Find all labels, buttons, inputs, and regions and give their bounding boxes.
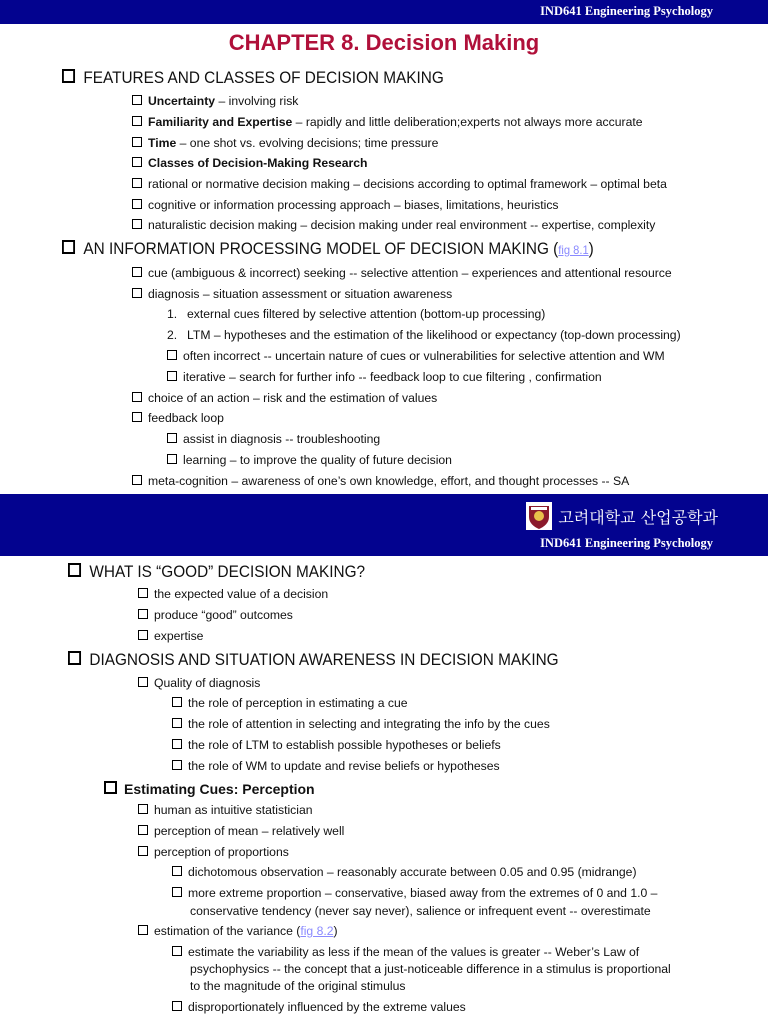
list-item-continuation: to the magnitude of the original stimulus (190, 979, 406, 993)
list-item: the role of attention in selecting and integrating the info by the cues (172, 717, 550, 732)
list-item: Familiarity and Expertise – rapidly and little deliberation;experts not always more accurate (132, 115, 643, 130)
page-title: CHAPTER 8. Decision Making (228, 30, 540, 55)
list-item: human as intuitive statistician (138, 803, 313, 818)
checkbox-bullet-icon (138, 925, 148, 935)
checkbox-bullet-icon (172, 739, 182, 749)
checkbox-bullet-icon (132, 475, 142, 485)
checkbox-bullet-icon (138, 846, 148, 856)
list-item: cue (ambiguous & incorrect) seeking -- selective attention – experiences and attentional resource (132, 266, 672, 281)
fig-8-2-link[interactable]: fig 8.2 (300, 924, 334, 938)
section-heading-model: AN INFORMATION PROCESSING MODEL OF DECISION MAKING (fig 8.1) (62, 239, 594, 260)
list-item: the expected value of a decision (138, 587, 328, 602)
list-item: naturalistic decision making – decision making under real environment -- expertise, complexity (132, 218, 655, 233)
list-item: expertise (138, 629, 203, 644)
checkbox-bullet-icon (104, 781, 117, 794)
checkbox-bullet-icon (132, 392, 142, 402)
checkbox-bullet-icon (138, 609, 148, 619)
korea-university-crest-icon (526, 502, 552, 530)
list-item: the role of perception in estimating a cue (172, 696, 408, 711)
list-item: more extreme proportion – conservative, biased away from the extremes of 0 and 1.0 – (172, 886, 657, 901)
checkbox-bullet-icon (172, 697, 182, 707)
checkbox-bullet-icon (138, 825, 148, 835)
list-item: choice of an action – risk and the estimation of values (132, 391, 437, 406)
fig-8-1-link[interactable]: fig 8.1 (558, 243, 589, 257)
list-item: feedback loop (132, 411, 224, 426)
list-item: produce “good” outcomes (138, 608, 293, 623)
list-item-continuation: psychophysics -- the concept that a just-noticeable difference in a stimulus is proportional (190, 962, 671, 976)
checkbox-bullet-icon (167, 454, 177, 464)
checkbox-bullet-icon (138, 630, 148, 640)
checkbox-bullet-icon (62, 69, 75, 83)
checkbox-bullet-icon (62, 240, 75, 254)
checkbox-bullet-icon (138, 804, 148, 814)
list-item: 1. external cues filtered by selective attention (bottom-up processing) (167, 307, 546, 321)
list-item: meta-cognition – awareness of one’s own knowledge, effort, and thought processes -- SA (132, 474, 629, 489)
subsection-heading-cues: Estimating Cues: Perception (104, 780, 315, 798)
section-heading-good: WHAT IS “GOOD” DECISION MAKING? (68, 562, 365, 582)
course-title: IND641 Engineering Psychology (540, 536, 713, 550)
checkbox-bullet-icon (138, 588, 148, 598)
list-item: the role of WM to update and revise beliefs or hypotheses (172, 759, 500, 774)
checkbox-bullet-icon (132, 288, 142, 298)
university-logo (526, 502, 718, 530)
checkbox-bullet-icon (167, 350, 177, 360)
list-item: assist in diagnosis -- troubleshooting (167, 432, 380, 447)
list-item: disproportionately influenced by the extreme values (172, 1000, 466, 1015)
list-item: Quality of diagnosis (138, 676, 260, 691)
checkbox-bullet-icon (132, 199, 142, 209)
list-item: Classes of Decision-Making Research (132, 156, 367, 171)
list-item: estimation of the variance (fig 8.2) (138, 924, 338, 939)
checkbox-bullet-icon (172, 946, 182, 956)
list-item-continuation: conservative tendency (never say never), salience or infrequent event -- overestimate (190, 904, 651, 918)
list-item: cognitive or information processing approach – biases, limitations, heuristics (132, 198, 559, 213)
checkbox-bullet-icon (172, 866, 182, 876)
header-band (0, 0, 768, 24)
section-heading-features: FEATURES AND CLASSES OF DECISION MAKING (62, 68, 444, 88)
checkbox-bullet-icon (132, 219, 142, 229)
university-name: 고려대학교 산업공학과 (558, 507, 718, 527)
checkbox-bullet-icon (172, 1001, 182, 1011)
checkbox-bullet-icon (132, 267, 142, 277)
list-item: the role of LTM to establish possible hypotheses or beliefs (172, 738, 501, 753)
checkbox-bullet-icon (172, 887, 182, 897)
section-heading-diagnosis: DIAGNOSIS AND SITUATION AWARENESS IN DECISION MAKING (68, 650, 559, 670)
checkbox-bullet-icon (132, 157, 142, 167)
page-break-band (0, 494, 768, 556)
list-item: estimate the variability as less if the mean of the values is greater -- Weber’s Law of (172, 945, 639, 960)
checkbox-bullet-icon (68, 651, 81, 665)
checkbox-bullet-icon (132, 95, 142, 105)
checkbox-bullet-icon (167, 433, 177, 443)
checkbox-bullet-icon (68, 563, 81, 577)
list-item: iterative – search for further info -- feedback loop to cue filtering , confirmation (167, 370, 602, 385)
list-item: Uncertainty – involving risk (132, 94, 298, 109)
list-item: learning – to improve the quality of future decision (167, 453, 452, 468)
checkbox-bullet-icon (167, 371, 177, 381)
list-item: dichotomous observation – reasonably accurate between 0.05 and 0.95 (midrange) (172, 865, 637, 880)
list-item: Time – one shot vs. evolving decisions; time pressure (132, 136, 438, 151)
list-item: 2. LTM – hypotheses and the estimation of the likelihood or expectancy (top-down processing) (167, 328, 681, 342)
checkbox-bullet-icon (172, 718, 182, 728)
checkbox-bullet-icon (132, 412, 142, 422)
checkbox-bullet-icon (172, 760, 182, 770)
checkbox-bullet-icon (138, 677, 148, 687)
list-item: perception of mean – relatively well (138, 824, 344, 839)
list-item: often incorrect -- uncertain nature of cues or vulnerabilities for selective attention and WM (167, 349, 665, 364)
list-item: rational or normative decision making – decisions according to optimal framework – optimal beta (132, 177, 667, 192)
course-title: IND641 Engineering Psychology (540, 4, 713, 18)
checkbox-bullet-icon (132, 178, 142, 188)
checkbox-bullet-icon (132, 137, 142, 147)
list-item: diagnosis – situation assessment or situation awareness (132, 287, 452, 302)
list-item: perception of proportions (138, 845, 289, 860)
checkbox-bullet-icon (132, 116, 142, 126)
